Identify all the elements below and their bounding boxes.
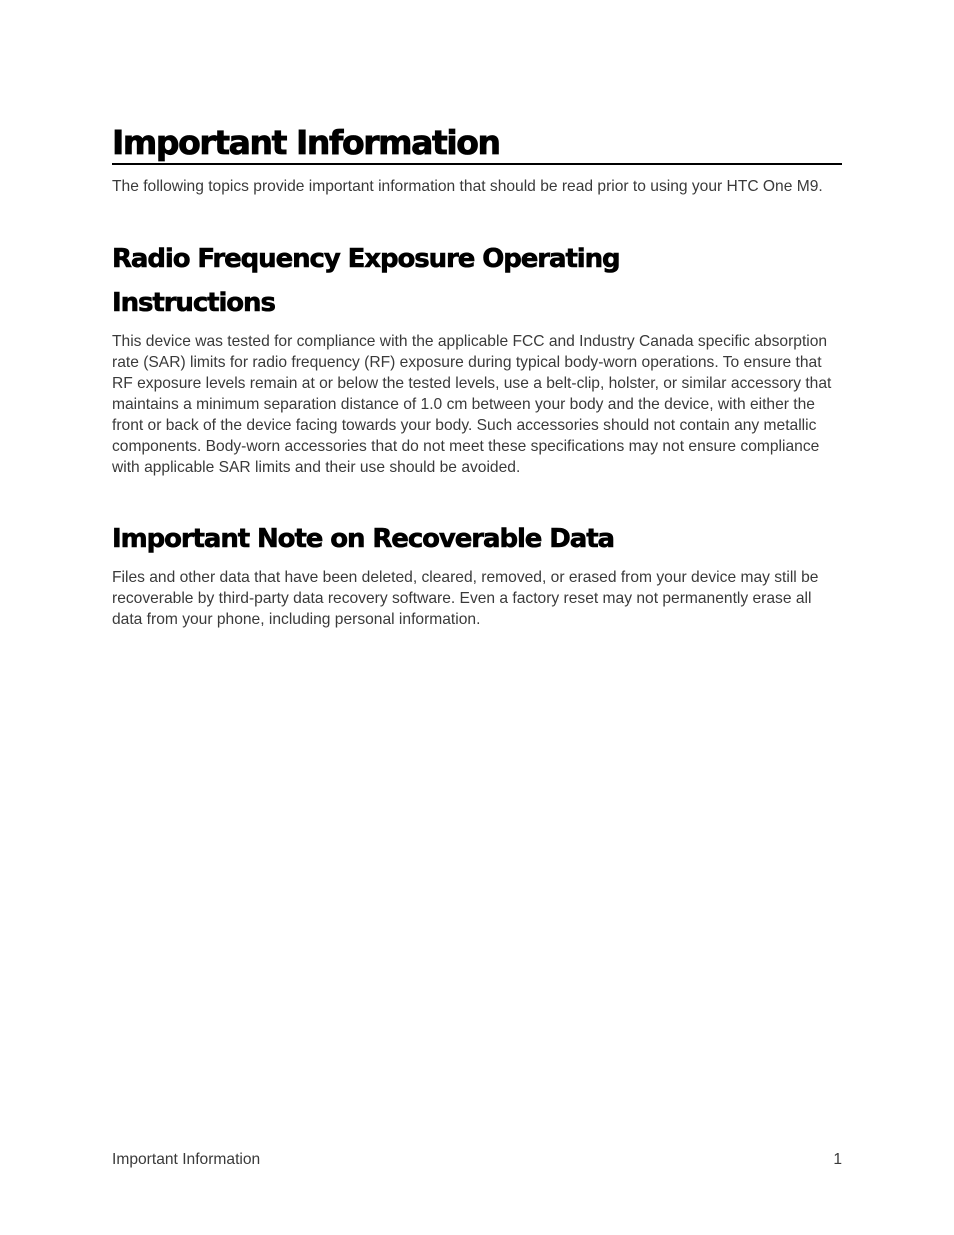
footer-section-title: Important Information <box>112 1151 261 1168</box>
page-footer <box>112 1149 842 1171</box>
section-heading-rf-exposure: Radio Frequency Exposure Operating Instructions <box>112 244 620 318</box>
footer-page-number: 1 <box>833 1151 842 1168</box>
document-page <box>112 0 842 1235</box>
section-heading-recoverable-data: Important Note on Recoverable Data <box>112 524 614 554</box>
section-body-rf-exposure: This device was tested for compliance with the applicable FCC and Industry Canada specific absorption rate (SAR) limits for radio frequency (RF) exposure during typical body-worn operations. To ensure that RF exposure levels remain at or below the tested levels, use a belt-clip, holster, or similar accessory that maintains a minimum separation distance of 1.0 cm between your body and the device, with either the front or back of the device facing towards your body. Such accessories should not contain any metallic components. Body-worn accessories that do not meet these specifications may not ensure compliance with applicable SAR limits and their use should be avoided. <box>112 333 832 476</box>
page-title: Important Information <box>112 123 500 162</box>
section-body-recoverable-data: Files and other data that have been deleted, cleared, removed, or erased from your device may still be recoverable by third-party data recovery software. Even a factory reset may not permanently erase all data from your phone, including personal information. <box>112 569 819 628</box>
intro-paragraph: The following topics provide important information that should be read prior to using your HTC One M9. <box>112 178 823 195</box>
title-divider <box>112 163 842 165</box>
